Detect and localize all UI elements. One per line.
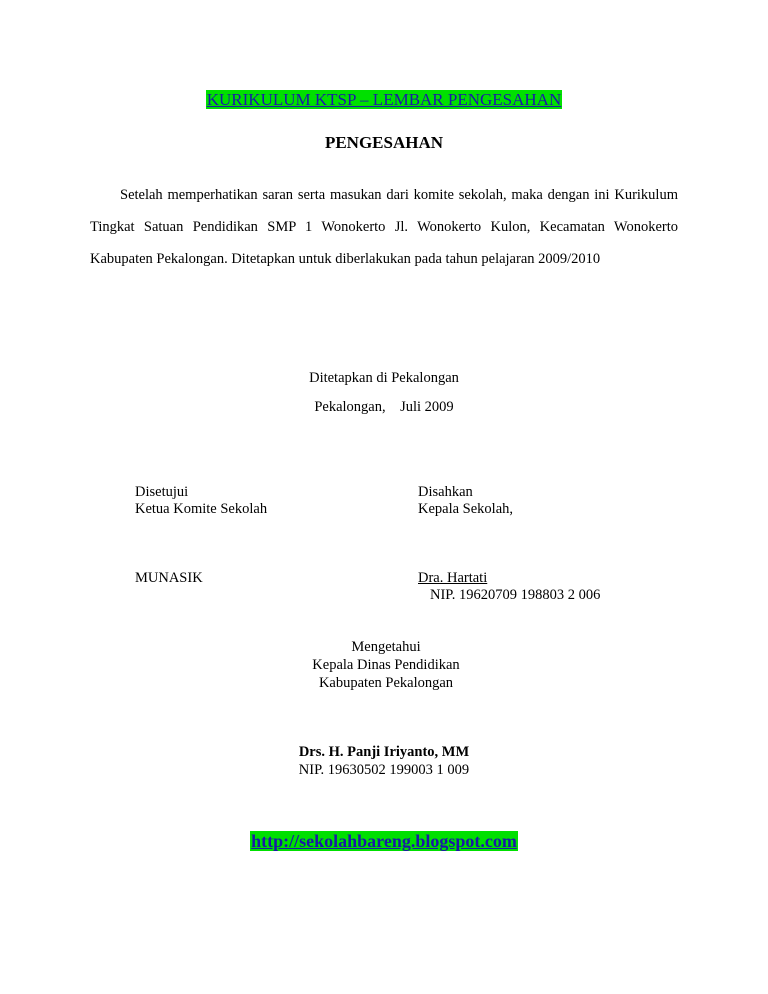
banner-title [0, 89, 768, 111]
bottom-signatory-role: Mengetahui [351, 639, 421, 655]
place-line: Ditetapkan di Pekalongan [309, 370, 459, 386]
website-link[interactable] [0, 829, 768, 853]
left-signatory-name: MUNASIK [135, 570, 203, 586]
bottom-signatory-title-line2: Kabupaten Pekalongan [318, 675, 454, 691]
right-signatory-title: Kepala Sekolah, [418, 501, 514, 517]
banner-title-text: KURIKULUM KTSP – LEMBAR PENGESAHAN [206, 90, 562, 109]
left-signatory-title: Ketua Komite Sekolah [135, 501, 268, 517]
body-paragraph: Setelah memperhatikan saran serta masukan dari komite sekolah, maka dengan ini Kurikulum Tingkat Satuan Pendidikan SMP 1 Wonokerto Jl. Wonokerto Kulon, Kecamatan Wonokerto Kabupaten Pekalongan. Ditetapkan untuk diberlakukan pada tahun pelajaran 2009/2010 [90, 187, 678, 267]
bottom-signatory-name: Drs. H. Panji Iriyanto, MM [298, 744, 470, 760]
page-heading: PENGESAHAN [324, 133, 444, 152]
bottom-signatory-title-line1: Kepala Dinas Pendidikan [312, 657, 460, 673]
bottom-signatory-nip: NIP. 19630502 199003 1 009 [298, 762, 470, 778]
website-link-text[interactable]: http://sekolahbareng.blogspot.com [251, 831, 517, 851]
left-signatory-role: Disetujui [135, 484, 189, 500]
right-signatory-role: Disahkan [418, 484, 473, 500]
right-signatory-nip: NIP. 19620709 198803 2 006 [430, 587, 601, 603]
right-signatory-name: Dra. Hartati [418, 570, 488, 586]
date-line: Pekalongan, Juli 2009 [314, 399, 454, 415]
